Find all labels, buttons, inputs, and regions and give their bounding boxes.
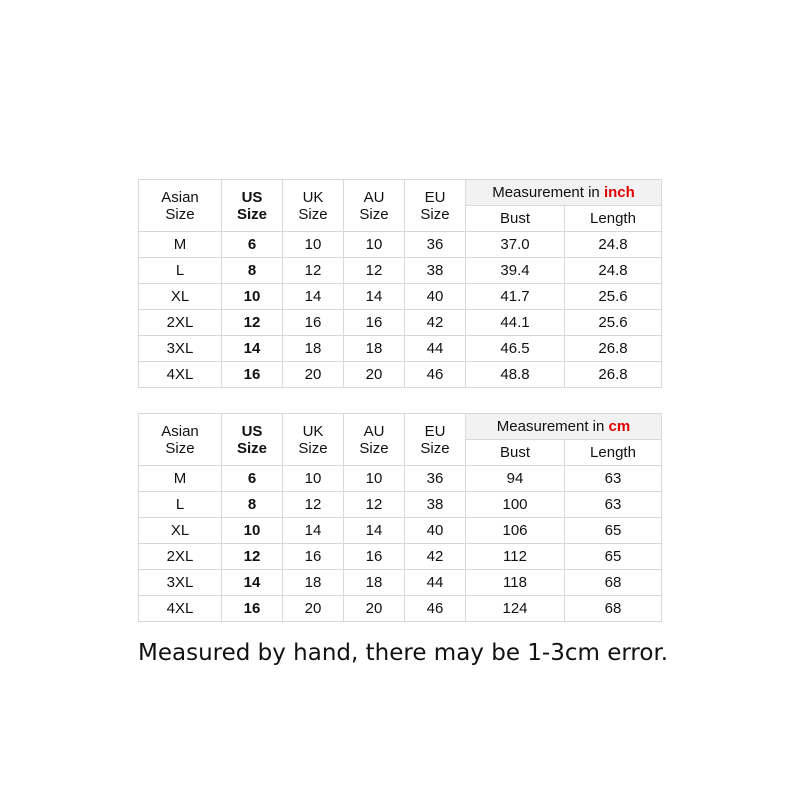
table-row <box>139 596 662 622</box>
measurement-unit: inch <box>603 184 635 201</box>
asian-size-cell: L <box>139 258 222 284</box>
asian-size-cell: M <box>139 232 222 258</box>
bust-cell: 106 <box>466 518 565 544</box>
table-row <box>139 258 662 284</box>
uk-size-cell: 18 <box>283 336 344 362</box>
asian-size-cell: 2XL <box>139 544 222 570</box>
measurement-note: Measured by hand, there may be 1-3cm error. <box>138 640 669 666</box>
asian-size-cell: XL <box>139 284 222 310</box>
asian-size-cell: 4XL <box>139 596 222 622</box>
au-size-cell: 14 <box>344 518 405 544</box>
length-header: Length <box>565 440 662 466</box>
table-row <box>139 284 662 310</box>
au-size-cell: 18 <box>344 336 405 362</box>
table-row <box>139 336 662 362</box>
uk-size-cell: 14 <box>283 284 344 310</box>
uk-size-cell: 18 <box>283 570 344 596</box>
asian-size-cell: 4XL <box>139 362 222 388</box>
length-cell: 26.8 <box>565 336 662 362</box>
asian-size-header: Asian Size <box>139 414 222 466</box>
us-size-cell: 6 <box>222 466 283 492</box>
asian-size-cell: 3XL <box>139 336 222 362</box>
eu-size-cell: 40 <box>405 518 466 544</box>
au-size-cell: 10 <box>344 466 405 492</box>
bust-header: Bust <box>466 440 565 466</box>
eu-size-cell: 44 <box>405 570 466 596</box>
size-table-cm <box>138 413 662 622</box>
bust-header: Bust <box>466 206 565 232</box>
table-row <box>139 544 662 570</box>
us-size-header: US Size <box>222 180 283 232</box>
bust-cell: 118 <box>466 570 565 596</box>
bust-cell: 124 <box>466 596 565 622</box>
uk-size-cell: 16 <box>283 544 344 570</box>
us-size-cell: 12 <box>222 544 283 570</box>
uk-size-cell: 10 <box>283 466 344 492</box>
eu-size-cell: 44 <box>405 336 466 362</box>
uk-size-header: UK Size <box>283 414 344 466</box>
eu-size-cell: 42 <box>405 310 466 336</box>
au-size-cell: 16 <box>344 310 405 336</box>
bust-cell: 112 <box>466 544 565 570</box>
au-size-cell: 12 <box>344 258 405 284</box>
bust-cell: 44.1 <box>466 310 565 336</box>
us-size-cell: 8 <box>222 258 283 284</box>
asian-size-header: Asian Size <box>139 180 222 232</box>
length-cell: 63 <box>565 466 662 492</box>
asian-size-cell: 2XL <box>139 310 222 336</box>
au-size-cell: 10 <box>344 232 405 258</box>
us-size-cell: 8 <box>222 492 283 518</box>
length-cell: 25.6 <box>565 284 662 310</box>
us-size-cell: 16 <box>222 362 283 388</box>
eu-size-header: EU Size <box>405 180 466 232</box>
uk-size-cell: 14 <box>283 518 344 544</box>
table-row <box>139 570 662 596</box>
eu-size-cell: 46 <box>405 596 466 622</box>
asian-size-cell: XL <box>139 518 222 544</box>
length-cell: 25.6 <box>565 310 662 336</box>
au-size-cell: 12 <box>344 492 405 518</box>
asian-size-cell: 3XL <box>139 570 222 596</box>
uk-size-cell: 12 <box>283 492 344 518</box>
au-size-cell: 18 <box>344 570 405 596</box>
measurement-unit: cm <box>608 418 631 435</box>
bust-cell: 94 <box>466 466 565 492</box>
length-cell: 68 <box>565 570 662 596</box>
bust-cell: 100 <box>466 492 565 518</box>
eu-size-cell: 36 <box>405 466 466 492</box>
bust-cell: 41.7 <box>466 284 565 310</box>
measurement-header <box>466 180 662 206</box>
length-header: Length <box>565 206 662 232</box>
header-row <box>139 180 662 206</box>
length-cell: 63 <box>565 492 662 518</box>
bust-cell: 46.5 <box>466 336 565 362</box>
table-row <box>139 518 662 544</box>
table-row <box>139 232 662 258</box>
length-cell: 24.8 <box>565 232 662 258</box>
au-size-header: AU Size <box>344 414 405 466</box>
us-size-cell: 10 <box>222 518 283 544</box>
eu-size-cell: 36 <box>405 232 466 258</box>
asian-size-cell: M <box>139 466 222 492</box>
table-row <box>139 362 662 388</box>
eu-size-cell: 38 <box>405 492 466 518</box>
size-table-inch <box>138 179 662 388</box>
measurement-header <box>466 414 662 440</box>
au-size-header: AU Size <box>344 180 405 232</box>
table-row <box>139 466 662 492</box>
eu-size-cell: 38 <box>405 258 466 284</box>
uk-size-cell: 20 <box>283 596 344 622</box>
eu-size-header: EU Size <box>405 414 466 466</box>
bust-cell: 37.0 <box>466 232 565 258</box>
au-size-cell: 14 <box>344 284 405 310</box>
uk-size-cell: 20 <box>283 362 344 388</box>
us-size-cell: 12 <box>222 310 283 336</box>
au-size-cell: 16 <box>344 544 405 570</box>
au-size-cell: 20 <box>344 362 405 388</box>
eu-size-cell: 40 <box>405 284 466 310</box>
uk-size-cell: 16 <box>283 310 344 336</box>
uk-size-cell: 12 <box>283 258 344 284</box>
us-size-cell: 14 <box>222 570 283 596</box>
length-cell: 65 <box>565 518 662 544</box>
length-cell: 65 <box>565 544 662 570</box>
asian-size-cell: L <box>139 492 222 518</box>
us-size-header: US Size <box>222 414 283 466</box>
header-row <box>139 414 662 440</box>
uk-size-cell: 10 <box>283 232 344 258</box>
us-size-cell: 14 <box>222 336 283 362</box>
table-row <box>139 310 662 336</box>
eu-size-cell: 42 <box>405 544 466 570</box>
bust-cell: 39.4 <box>466 258 565 284</box>
bust-cell: 48.8 <box>466 362 565 388</box>
us-size-cell: 10 <box>222 284 283 310</box>
measurement-label: Measurement in <box>492 184 604 201</box>
us-size-cell: 16 <box>222 596 283 622</box>
length-cell: 26.8 <box>565 362 662 388</box>
measurement-label: Measurement in <box>496 418 609 435</box>
us-size-cell: 6 <box>222 232 283 258</box>
length-cell: 68 <box>565 596 662 622</box>
au-size-cell: 20 <box>344 596 405 622</box>
table-row <box>139 492 662 518</box>
eu-size-cell: 46 <box>405 362 466 388</box>
length-cell: 24.8 <box>565 258 662 284</box>
uk-size-header: UK Size <box>283 180 344 232</box>
